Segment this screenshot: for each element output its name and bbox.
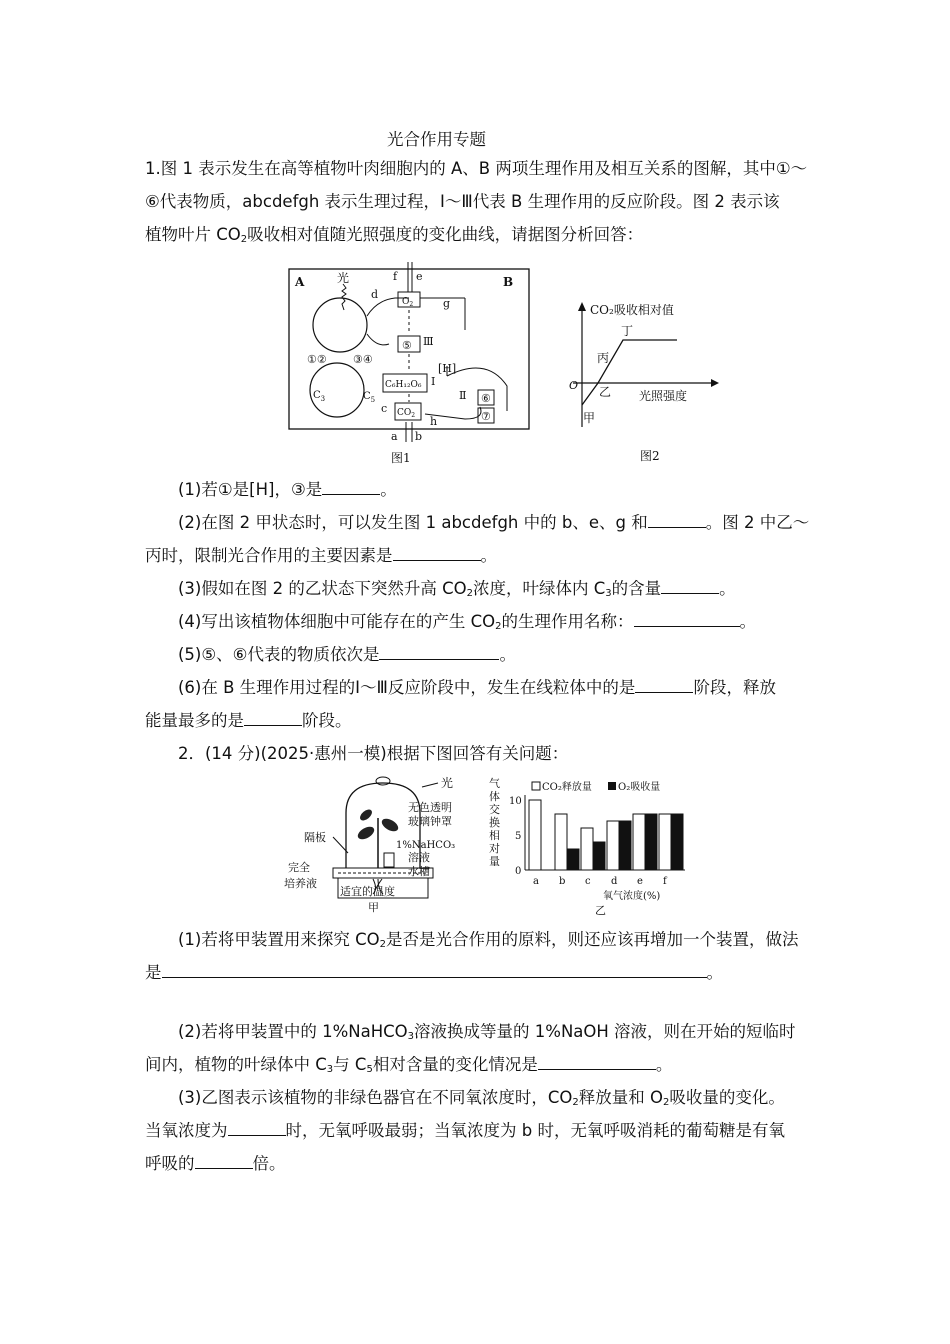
chart-xlabel: 氧气浓度(%): [603, 891, 661, 902]
answer-blank[interactable]: [661, 579, 719, 594]
answer-blank[interactable]: [162, 963, 707, 978]
bar-co2-c: [581, 828, 593, 870]
y-tick-label: 0: [515, 866, 522, 877]
answer-blank[interactable]: [244, 711, 302, 726]
answer-blank[interactable]: [379, 645, 499, 660]
fig1-caption: 图1: [391, 451, 411, 465]
bar-o2-d: [619, 821, 631, 870]
answer-blank[interactable]: [322, 480, 380, 495]
fig1-34: ③④: [353, 353, 373, 366]
fig1-e: e: [416, 270, 423, 283]
q2-part1-line2: 是 。: [145, 963, 723, 982]
fig2-xlabel: 光照强度: [639, 389, 688, 403]
apparatus-full2: 培养液: [284, 877, 317, 890]
bar-co2-f: [659, 814, 671, 870]
fig2-ylabel: CO₂吸收相对值: [590, 303, 674, 317]
x-tick-label: f: [663, 876, 667, 887]
fig1-roman2: Ⅱ: [459, 389, 467, 402]
q2-part2-line2: 间内，植物的叶绿体中 $C_3$与 $C_5$相对含量的变化情况是 。: [145, 1055, 673, 1075]
fig1-roman1: Ⅰ: [431, 375, 436, 388]
fig1-label-b: B: [503, 275, 514, 289]
apparatus-temp: 适宜的温度: [340, 885, 395, 898]
fig2-bing: 丙: [597, 351, 610, 365]
y-axis-label-char: 体: [489, 790, 500, 803]
q1-part2-line1: (2)在图 2 甲状态时，可以发生图 1 abcdefgh 中的 b、e、g 和 。图 2 中乙～: [178, 513, 810, 532]
fig1-f: f: [393, 270, 398, 283]
answer-blank[interactable]: [228, 1121, 286, 1136]
q1-part4: (4)写出该植物体细胞中可能存在的产生 $CO_2$的生理作用名称： 。: [178, 612, 757, 632]
apparatus-full1: 完全: [288, 861, 310, 874]
fig1-roman3: Ⅲ: [423, 335, 434, 348]
apparatus-partition: 隔板: [304, 831, 326, 844]
fig1-5: ⑤: [402, 339, 412, 352]
y-axis-label-char: 对: [489, 842, 500, 855]
y-axis-label-char: 量: [489, 855, 500, 868]
x-tick-label: d: [611, 876, 618, 887]
page-title: 光合作用专题: [387, 130, 486, 149]
y-axis-label-char: 交: [489, 803, 500, 816]
fig1-label-a: A: [295, 275, 305, 289]
fig1-d: d: [371, 288, 379, 301]
answer-blank[interactable]: [538, 1055, 656, 1070]
bar-o2-e: [645, 814, 657, 870]
fig2-caption: 图2: [640, 449, 660, 463]
fig1-6: ⑥: [481, 392, 491, 405]
bar-co2-d: [607, 821, 619, 870]
apparatus-cover1: 无色透明: [408, 801, 452, 814]
q2-part3-line1: (3)乙图表示该植物的非绿色器官在不同氧浓度时，$CO_2$释放量和 $O_2$吸收量的变化。: [178, 1088, 785, 1108]
y-tick-label: 10: [509, 796, 522, 807]
q1-part6-line1: (6)在 B 生理作用过程的Ⅰ～Ⅲ反应阶段中，发生在线粒体中的是 阶段，释放: [178, 678, 776, 697]
fig1-c5: $C_5$: [363, 391, 376, 404]
x-tick-label: e: [637, 876, 643, 887]
chart-ylabel: [489, 776, 500, 868]
apparatus-sol: 溶液: [408, 851, 430, 864]
bar-o2-c: [593, 842, 605, 870]
y-axis-label-char: 相: [489, 829, 500, 842]
x-tick-label: c: [585, 876, 591, 887]
q1-part2-line2: 丙时，限制光合作用的主要因素是 。: [145, 546, 497, 565]
legend-co2: CO₂释放量: [542, 782, 592, 793]
apparatus-caption: 甲: [368, 901, 379, 914]
fig1-b: b: [415, 430, 423, 443]
q2-stem: 2．(14 分)(2025·惠州一模)根据下图回答有关问题：: [178, 744, 569, 763]
q2-part3-line3: 呼吸的 倍。: [145, 1154, 286, 1173]
fig1-o2: $O_2$: [402, 297, 414, 308]
apparatus-cover2: 玻璃钟罩: [408, 815, 452, 828]
figure-apparatus: [278, 773, 478, 918]
x-tick-label: b: [559, 876, 566, 887]
q1-stem-line3: 植物叶片 $CO_2$吸收相对值随光照强度的变化曲线，请据图分析回答：: [145, 225, 644, 245]
fig1-glucose: C₆H₁₂O₆: [385, 380, 422, 390]
answer-blank[interactable]: [635, 678, 693, 693]
q1-part1: (1)若①是[H]，③是 。: [178, 480, 397, 499]
q1-part6-line2: 能量最多的是 阶段。: [145, 711, 352, 730]
figure-1-diagram: [285, 262, 535, 470]
legend-o2-swatch: [608, 782, 616, 790]
q2-part2-line1: (2)若将甲装置中的 1%NaHCO$_3$溶液换成等量的 1%NaOH 溶液，则在开始的短临时: [178, 1022, 796, 1042]
fig1-12: ①②: [307, 353, 327, 366]
fig1-g: g: [443, 297, 451, 310]
fig2-jia: 甲: [583, 411, 596, 425]
y-tick-label: 5: [515, 831, 522, 842]
apparatus-light: 光: [441, 776, 454, 790]
fig1-7: ⑦: [481, 410, 491, 423]
fig1-c3: $C_3$: [313, 390, 326, 403]
apparatus-tank: 水槽: [408, 865, 430, 878]
bar-co2-e: [633, 814, 645, 870]
legend-co2-swatch: [532, 782, 540, 790]
q2-part1-line1: (1)若将甲装置用来探究 $CO_2$是否是光合作用的原料，则还应该再增加一个装置，做法: [178, 930, 799, 950]
q1-part3: (3)假如在图 2 的乙状态下突然升高 $CO_2$浓度，叶绿体内 $C_3$的含量 。: [178, 579, 736, 599]
apparatus-nahco3: 1%NaHCO₃: [396, 840, 456, 851]
fig1-light: 光: [337, 271, 350, 285]
x-tick-label: a: [533, 876, 539, 887]
y-axis-label-char: 换: [489, 816, 500, 829]
fig1-h: [H]: [438, 362, 457, 375]
q2-part3-line2: 当氧浓度为 时，无氧呼吸最弱；当氧浓度为 b 时，无氧呼吸消耗的葡萄糖是有氧: [145, 1121, 785, 1140]
fig2-origin: O: [569, 379, 579, 392]
fig1-c: c: [381, 402, 388, 415]
figure-bar-chart: [485, 773, 685, 918]
bar-o2-f: [671, 814, 683, 870]
fig2-yi: 乙: [599, 385, 612, 399]
legend-o2: O₂吸收量: [618, 782, 661, 793]
answer-blank[interactable]: [634, 612, 740, 627]
answer-blank[interactable]: [393, 546, 481, 561]
fig1-a: a: [391, 430, 398, 443]
chart-caption: 乙: [595, 904, 606, 917]
bar-o2-b: [567, 849, 579, 870]
fig1-co2: $CO_2$: [397, 408, 416, 419]
fig2-ding: 丁: [621, 324, 634, 338]
q1-stem-line1: 1.图 1 表示发生在高等植物叶肉细胞内的 A、B 两项生理作用及相互关系的图解，其中①～: [145, 159, 808, 178]
figure-2-graph: [565, 292, 725, 467]
fig1-hh: h: [430, 415, 438, 428]
answer-blank[interactable]: [648, 513, 706, 528]
bar-co2-a: [529, 800, 541, 870]
bar-co2-b: [555, 814, 567, 870]
q1-part5: (5)⑤、⑥代表的物质依次是 。: [178, 645, 516, 664]
y-axis-label-char: 气: [489, 777, 500, 790]
q1-stem-line2: ⑥代表物质，abcdefgh 表示生理过程，Ⅰ～Ⅲ代表 B 生理作用的反应阶段。图 2 表示该: [145, 192, 780, 211]
answer-blank[interactable]: [195, 1154, 253, 1169]
